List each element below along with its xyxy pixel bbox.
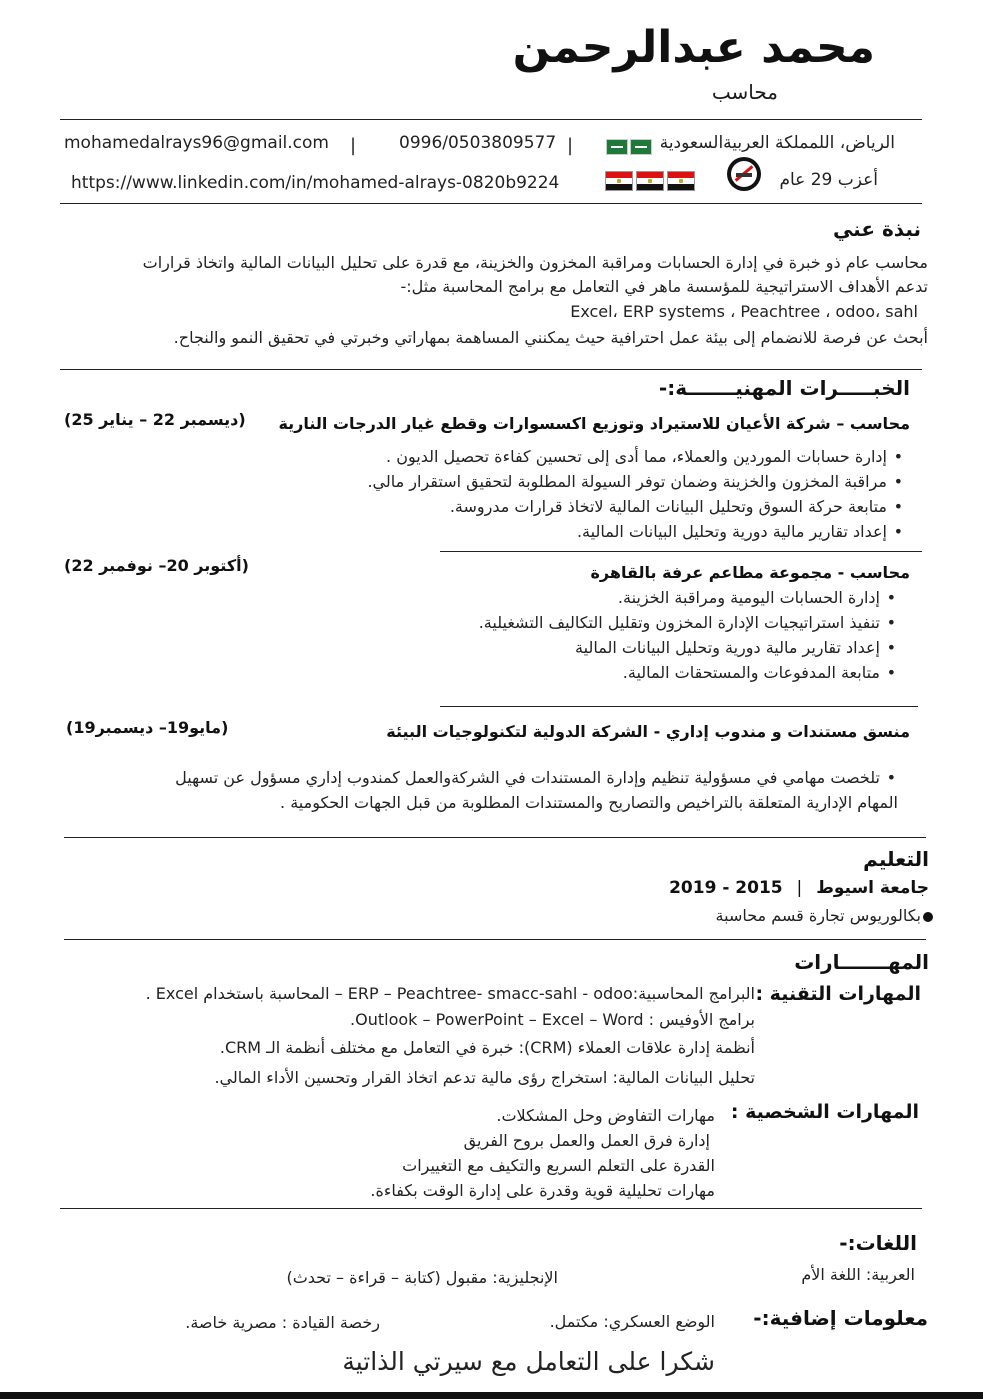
personal-skill: إدارة فرق العمل والعمل بروح الفريق <box>463 1131 710 1150</box>
no-smoking-icon <box>727 157 761 191</box>
job-divider <box>440 706 918 707</box>
section-divider <box>60 369 922 370</box>
job-title-3: منسق مستندات و مندوب إداري - الشركة الدولية لتكنولوجيات البيئة <box>386 722 910 741</box>
technical-skill: أنظمة إدارة علاقات العملاء (CRM): خبرة في التعامل مع مختلف أنظمة الـ CRM. <box>219 1038 755 1057</box>
egypt-flag-icon <box>636 170 664 191</box>
saudi-flag-icon <box>606 136 628 155</box>
about-line: محاسب عام ذو خبرة في إدارة الحسابات ومراقبة المخزون والخزينة، مع قدرة على تحليل البيانات المالية واتخاذ قرارات <box>142 253 928 272</box>
list-item: • إدارة حسابات الموردين والعملاء، مما أدى إلى تحسين كفاءة تحصيل الديون . <box>367 444 887 469</box>
candidate-name: محمد عبدالرحمن <box>512 22 875 73</box>
separator: | <box>350 135 357 156</box>
extra-info-heading: معلومات إضافية:- <box>753 1306 928 1330</box>
thank-you-note: شكرا على التعامل مع سيرتي الذاتية <box>342 1347 715 1376</box>
education-years: 2019 - 2015 <box>669 878 783 898</box>
degree: بكالوريوس تجارة قسم محاسبة <box>715 906 921 925</box>
skills-heading: المهـــــــارات <box>794 950 929 974</box>
driving-license: رخصة القيادة : مصرية خاصة. <box>185 1313 380 1332</box>
bottom-bar <box>0 1392 983 1399</box>
languages-heading: اللغات:- <box>839 1231 917 1255</box>
about-line: أبحث عن فرصة للانضمام إلى بيئة عمل احترافية حيث يمكنني المساهمة بمهاراتي وخبرتي في تحقيق النمو والنجاح. <box>173 328 928 347</box>
job-bullets-2 <box>479 585 898 685</box>
about-line: Excel، ERP systems ، Peachtree ، odoo، sahl <box>570 302 918 321</box>
job-title-1: محاسب – شركة الأعيان للاستيراد وتوزيع اكسسوارات وقطع غيار الدرجات النارية <box>278 414 910 433</box>
language-arabic: العربية: اللغة الأم <box>801 1265 915 1284</box>
list-item: • إعداد تقارير مالية دورية وتحليل البيانات المالية <box>479 635 880 660</box>
technical-skill: البرامج المحاسبية:ERP – Peachtree- smacc-sahl - odoo – المحاسبة باستخدام Excel . <box>145 984 755 1003</box>
egypt-flag-icon <box>667 170 695 191</box>
job-date-2: (أكتوبر 20– نوفمبر 22) <box>64 556 249 575</box>
language-english: الإنجليزية: مقبول (كتابة – قراءة – تحدث) <box>286 1268 558 1287</box>
job-date-3: (مايو19– ديسمبر19) <box>66 718 229 737</box>
education-line: جامعة اسيوط | 2019 - 2015 <box>669 878 929 898</box>
education-heading: التعليم <box>863 847 929 871</box>
university: جامعة اسيوط <box>816 878 929 898</box>
list-item: • تنفيذ استراتيجيات الإدارة المخزون وتقليل التكاليف التشغيلية. <box>479 610 880 635</box>
technical-skills-label: المهارات التقنية : <box>755 983 921 1005</box>
about-heading: نبذة عني <box>832 217 921 241</box>
phone-number: 0996/0503809577 <box>399 133 557 153</box>
egypt-flag-icon <box>605 170 633 191</box>
job-divider <box>440 551 922 552</box>
section-divider <box>64 939 926 940</box>
personal-skills-label: المهارات الشخصية : <box>730 1101 919 1123</box>
header-divider-top <box>60 119 922 120</box>
personal-skill: مهارات التفاوض وحل المشكلات. <box>496 1106 715 1125</box>
linkedin-link[interactable]: https://www.linkedin.com/in/mohamed-alrays-0820b9224 <box>71 173 560 193</box>
list-item: • مراقبة المخزون والخزينة وضمان توفر السيولة المطلوبة لتحقيق استقرار مالي. <box>367 469 887 494</box>
technical-skill: تحليل البيانات المالية: استخراج رؤى مالية تدعم اتخاذ القرار وتحسين الأداء المالي. <box>214 1068 755 1087</box>
location: الرياض، اللمملكة العربيةالسعودية <box>659 133 895 153</box>
personal-skill: مهارات تحليلية قوية وقدرة على إدارة الوقت بكفاءة. <box>370 1181 715 1200</box>
list-item: • متابعة المدفوعات والمستحقات المالية. <box>479 660 880 685</box>
email-link[interactable]: mohamedalrays96@gmail.com <box>64 133 329 153</box>
job-date-1: (ديسمبر 22 – يناير 25) <box>64 410 246 429</box>
section-divider <box>64 837 926 838</box>
technical-skill: برامج الأوفيس : Outlook – PowerPoint – Excel – Word. <box>350 1010 755 1029</box>
job-bullets-1 <box>367 444 905 544</box>
personal-skill: القدرة على التعلم السريع والتكيف مع التغييرات <box>402 1156 715 1175</box>
degree-line <box>716 903 933 928</box>
job-bullet-continuation: المهام الإدارية المتعلقة بالتراخيص والتصاريح والمستندات المطلوبة من قبل الجهات الحكومية . <box>280 793 898 812</box>
job-title-2: محاسب - مجموعة مطاعم عرفة بالقاهرة <box>590 563 910 582</box>
list-item: • تلخصت مهامي في مسؤولية تنظيم وإدارة المستندات في الشركةوالعمل كمندوب إداري مسؤول عن تسهيل <box>175 765 880 790</box>
list-item: • متابعة حركة السوق وتحليل البيانات المالية لاتخاذ قرارات مدروسة. <box>367 494 887 519</box>
job-bullets-3 <box>175 765 898 790</box>
job-title: محاسب <box>711 80 778 104</box>
marital-status: أعزب 29 عام <box>779 170 878 190</box>
bullet-dot-icon <box>923 912 933 922</box>
list-item: • إدارة الحسابات اليومية ومراقبة الخزينة. <box>479 585 880 610</box>
about-line: تدعم الأهداف الاستراتيجية للمؤسسة ماهر في التعامل مع برامج المحاسبة مثل:- <box>400 277 928 296</box>
military-status: الوضع العسكري: مكتمل. <box>549 1312 715 1331</box>
list-item: • إعداد تقارير مالية دورية وتحليل البيانات المالية. <box>367 519 887 544</box>
separator: | <box>567 135 574 156</box>
section-divider <box>60 1208 922 1209</box>
experience-heading: الخبـــــرات المهنيـــــــة:- <box>658 376 910 400</box>
header-divider-bottom <box>60 203 922 204</box>
